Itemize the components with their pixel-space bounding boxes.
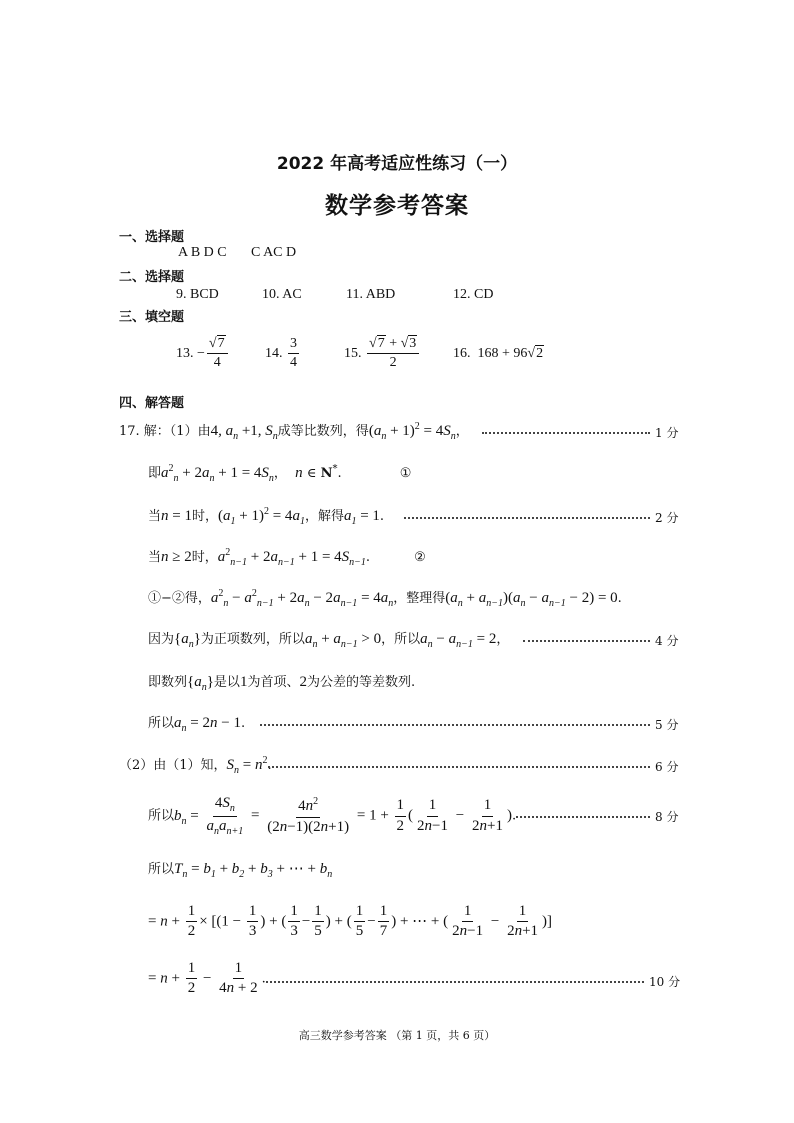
choice-answers-5-8: C AC D: [251, 245, 297, 260]
score-leader: [268, 766, 650, 768]
score-6: 6 分: [655, 760, 679, 774]
section-heading-2: 二、选择题: [119, 270, 185, 285]
fill-answer-14: 14. $\frac{3}{4}$: [265, 336, 297, 371]
solution-line-an: 所以$a_n = 2n - 1$.: [148, 715, 246, 734]
solution-line-n2: 当n ≥ 2时，$a^2_{n-1} + 2a_{n-1} + 1 = 4S_{n-1}$. ②: [148, 547, 426, 568]
solution-line-17: 17. 解：（1）由4, $a_n +1$, $S_n$成等比数列，得$(a_n + 1)^2 = 4S_n$，: [119, 421, 469, 442]
fill-answer-16: 16. 168 + 96√2: [453, 346, 544, 361]
score-leader: [523, 640, 650, 642]
choice-answers-1-4: A B D C: [178, 245, 227, 260]
section-heading-3: 三、填空题: [119, 310, 185, 325]
score-5: 5 分: [655, 718, 679, 732]
page-subtitle: 数学参考答案: [325, 193, 469, 219]
solution-line-arithmetic: 即数列$\{a_n\}$是以1为首项、2为公差的等差数列.: [148, 674, 416, 693]
page-footer: 高三数学参考答案 （第 1 页，共 6 页）: [298, 1029, 496, 1042]
solution-line-telescoping: = n + $\frac{1}{2}$ × [(1 − $\frac{1}{3}$ ) + ( $\frac{1}{3}$ − $\frac{1}{5}$ ) + ( $\frac{1}{5}$ − $\frac{1}{7}$ ) + ⋯ + ( $\frac{1}{2n-1}$ − $\frac{1}{2n+1}$ )]: [148, 903, 553, 940]
circled-two: ②: [414, 550, 426, 565]
score-leader: [260, 724, 650, 726]
score-leader: [266, 981, 644, 983]
section-heading-4: 四、解答题: [119, 396, 185, 411]
answer-10: 10. AC: [262, 287, 302, 302]
solution-line-n1: 当n = 1时，$(a_1 + 1)^2 = 4a_1$，解得$a_1 = 1$.: [148, 506, 385, 527]
fill-answer-13: 13. − $\frac{√7}{4}$: [176, 336, 230, 371]
score-leader: [482, 432, 650, 434]
solution-line-part2: （2）由（1）知，$S_n = n^2$.: [119, 755, 272, 776]
solution-line-subtract: ①−②得，$a^2_n - a^2_{n-1} + 2a_n - 2a_{n-1} = 4a_n$，整理得$(a_n + a_{n-1})(a_n - a_{n-1} - 2) = 0$.: [148, 588, 622, 609]
solution-line-result: = n + $\frac{1}{2}$ − $\frac{1}{4n + 2}$ .: [148, 960, 266, 997]
score-8: 8 分: [655, 810, 679, 824]
solution-line-positive: 因为$\{a_n\}$为正项数列，所以$a_n + a_{n-1} > 0$，所以$a_n - a_{n-1} = 2$，: [148, 631, 510, 650]
score-leader: [404, 517, 650, 519]
answer-12: 12. CD: [453, 287, 494, 302]
fill-answer-15: 15. $\frac{√7 + √3}{2}$: [344, 336, 421, 371]
answer-9: 9. BCD: [176, 287, 219, 302]
answer-11: 11. ABD: [346, 287, 396, 302]
solution-line-bn: 所以$b_n$ = $\frac{4S_n}{a_na_{n+1}}$ = $\frac{4n^2}{(2n-1)(2n+1)}$ = 1 + $\frac{1}{2}$ ( $\frac{1}{2n-1}$ − $\frac{1}{2n+1}$ ).: [148, 795, 517, 837]
circled-one: ①: [399, 466, 412, 481]
score-10: 10 分: [649, 975, 681, 989]
score-4: 4 分: [655, 634, 679, 648]
score-2: 2 分: [655, 511, 679, 525]
section-heading-1: 一、选择题: [119, 230, 185, 245]
page-title: 2022 年高考适应性练习（一）: [276, 154, 518, 174]
solution-line-eq1: 即$a^2_n + 2a_n + 1 = 4S_n$， n ∈ N*. ①: [148, 463, 412, 484]
score-1: 1 分: [655, 426, 679, 440]
score-leader: [516, 816, 650, 818]
solution-line-tn: 所以$T_n = b_1 + b_2 + b_3$ + ⋯ + $b_n$: [148, 861, 333, 880]
